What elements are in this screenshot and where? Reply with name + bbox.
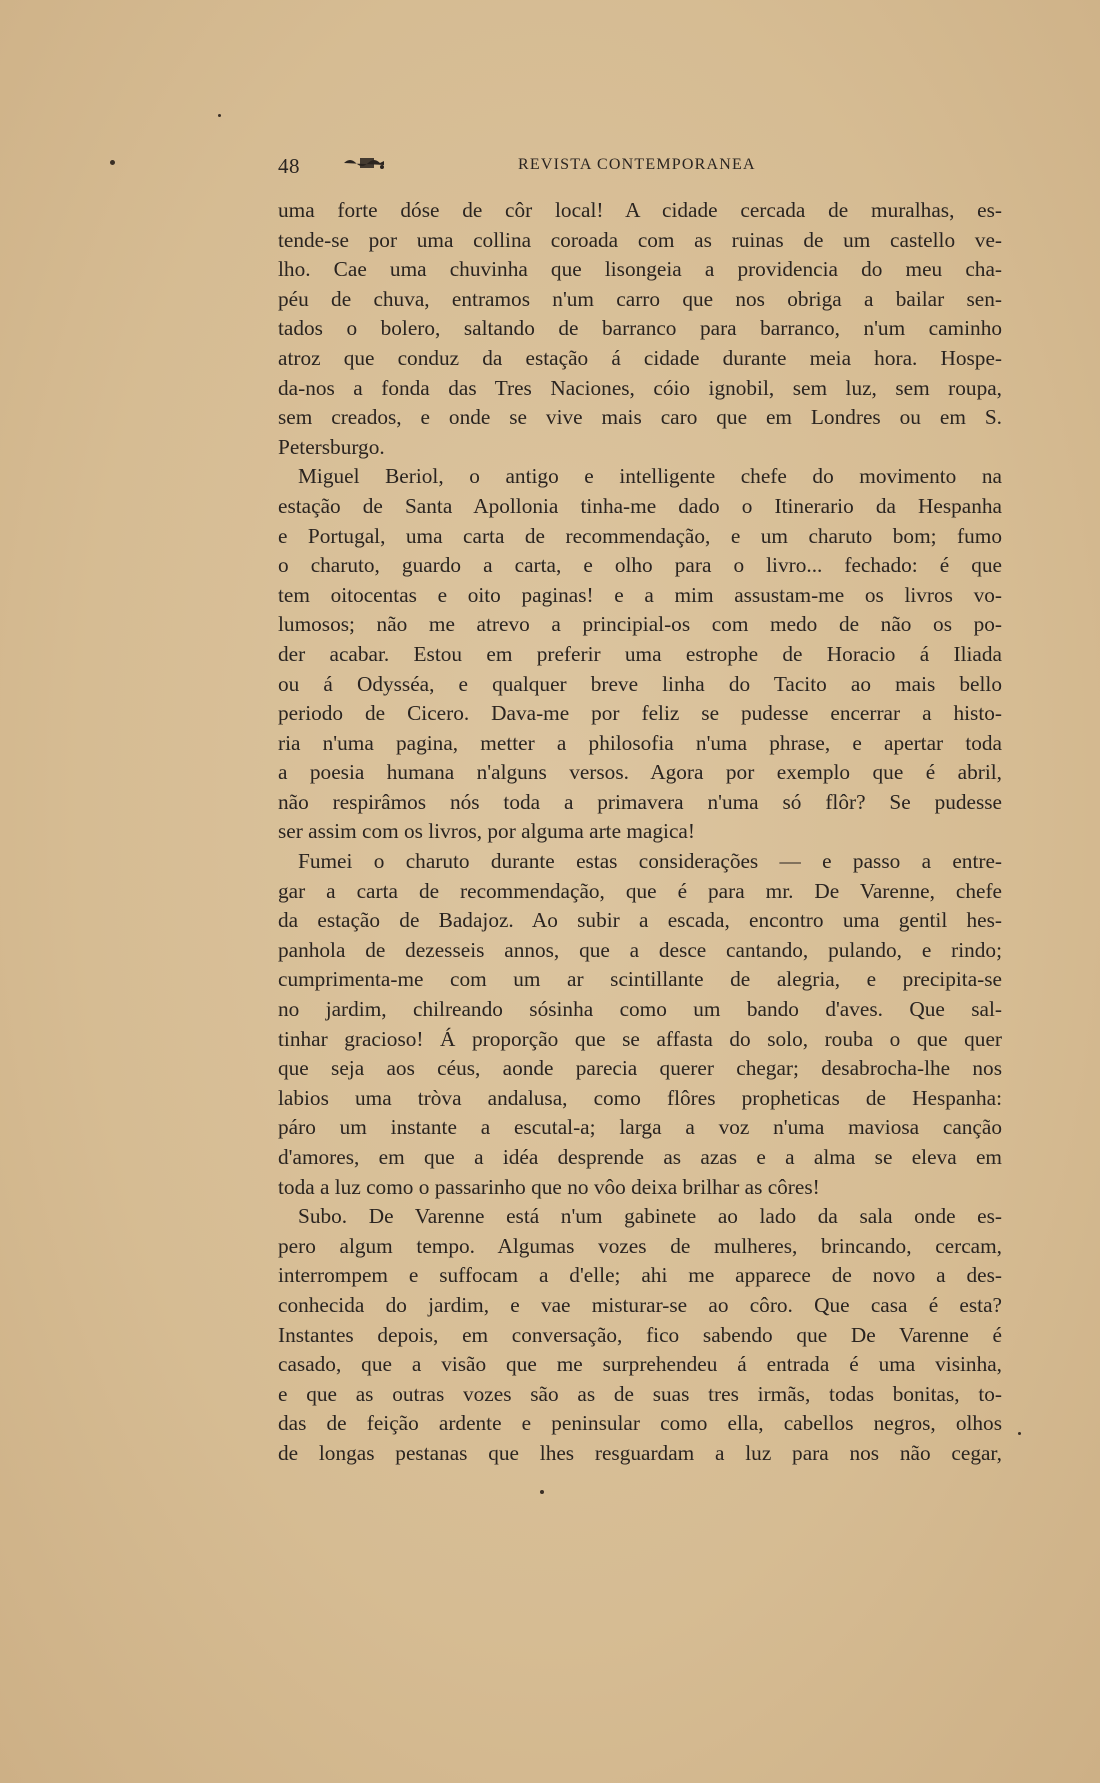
text-line: ou á Odysséa, e qualquer breve linha do Tacito ao mais bello	[278, 671, 1002, 696]
paper-speck	[1018, 1432, 1021, 1435]
text-line: estação de Santa Apollonia tinha-me dado o Itinerario da Hespanha	[278, 493, 1002, 518]
text-line: Fumei o charuto durante estas considerações — e passo a entre-	[298, 849, 1002, 874]
text-line: da estação de Badajoz. Ao subir a escada, encontro uma gentil hes-	[278, 908, 1002, 933]
text-line: tende-se por uma collina coroada com as ruinas de um castello ve-	[278, 227, 1002, 252]
text-line: Instantes depois, em conversação, fico sabendo que De Varenne é	[278, 1322, 1002, 1347]
text-line: a poesia humana n'alguns versos. Agora por exemplo que é abril,	[278, 760, 1002, 785]
body-text	[278, 196, 1002, 1469]
text-line: periodo de Cicero. Dava-me por feliz se pudesse encerrar a histo-	[278, 701, 1002, 726]
paper-speck	[110, 160, 115, 165]
text-line: der acabar. Estou em preferir uma estrophe de Horacio á Iliada	[278, 641, 1002, 666]
running-title: REVISTA CONTEMPORANEA	[518, 156, 756, 173]
text-line: tados o bolero, saltando de barranco para barranco, n'um caminho	[278, 316, 1002, 341]
text-line: o charuto, guardo a carta, e olho para o livro... fechado: é que	[278, 553, 1002, 578]
text-line: que seja aos céus, aonde parecia querer chegar; desabrocha-lhe nos	[278, 1056, 1002, 1081]
text-line: panhola de dezesseis annos, que a desce cantando, pulando, e rindo;	[278, 937, 1002, 962]
text-line: e que as outras vozes são as de suas tres irmãs, todas bonitas, to-	[278, 1381, 1002, 1406]
text-line: labios uma tròva andalusa, como flôres propheticas de Hespanha:	[278, 1085, 1002, 1110]
text-line: tem oitocentas e oito paginas! e a mim assustam-me os livros vo-	[278, 582, 1002, 607]
ornament-icon	[342, 155, 386, 171]
text-line: pero algum tempo. Algumas vozes de mulheres, brincando, cercam,	[278, 1233, 1002, 1258]
text-line: gar a carta de recommendação, que é para mr. De Varenne, chefe	[278, 878, 1002, 903]
text-line: Miguel Beriol, o antigo e intelligente chefe do movimento na	[298, 464, 1002, 489]
text-line: das de feição ardente e peninsular como ella, cabellos negros, olhos	[278, 1411, 1002, 1436]
text-line: páro um instante a escutal-a; larga a voz n'uma maviosa canção	[278, 1115, 1002, 1140]
text-line: conhecida do jardim, e vae misturar-se ao côro. Que casa é esta?	[278, 1292, 1002, 1317]
text-line: ser assim com os livros, por alguma arte magica!	[278, 819, 695, 844]
text-line: péu de chuva, entramos n'um carro que nos obriga a bailar sen-	[278, 286, 1002, 311]
text-line: toda a luz como o passarinho que no vôo deixa brilhar as côres!	[278, 1174, 820, 1199]
text-line: sem creados, e onde se vive mais caro que em Londres ou em S.	[278, 405, 1002, 430]
text-line: Petersburgo.	[278, 434, 385, 459]
text-line: lho. Cae uma chuvinha que lisongeia a providencia do meu cha-	[278, 257, 1002, 282]
paper-speck	[540, 1490, 544, 1494]
text-line: interrompem e suffocam a d'elle; ahi me apparece de novo a des-	[278, 1263, 1002, 1288]
text-line: casado, que a visão que me surprehendeu á entrada é uma visinha,	[278, 1352, 1002, 1377]
page-number: 48	[278, 154, 300, 178]
text-line: d'amores, em que a idéa desprende as azas e a alma se eleva em	[278, 1145, 1002, 1169]
text-line: uma forte dóse de côr local! A cidade cercada de muralhas, es-	[278, 198, 1002, 222]
text-line: não respirâmos nós toda a primavera n'uma só flôr? Se pudesse	[278, 789, 1002, 814]
text-line: tinhar gracioso! Á proporção que se affasta do solo, rouba o que quer	[278, 1026, 1002, 1051]
text-line: e Portugal, uma carta de recommendação, e um charuto bom; fumo	[278, 523, 1002, 548]
text-line: da-nos a fonda das Tres Naciones, cóio ignobil, sem luz, sem roupa,	[278, 375, 1002, 400]
text-line: cumprimenta-me com um ar scintillante de alegria, e precipita-se	[278, 967, 1002, 992]
text-line: atroz que conduz da estação á cidade durante meia hora. Hospe-	[278, 345, 1002, 370]
text-line: no jardim, chilreando sósinha como um bando d'aves. Que sal-	[278, 997, 1002, 1022]
page-header	[278, 150, 998, 180]
text-line: Subo. De Varenne está n'um gabinete ao lado da sala onde es-	[298, 1204, 1002, 1229]
text-line: lumosos; não me atrevo a principial-os com medo de não os po-	[278, 612, 1002, 637]
text-line: de longas pestanas que lhes resguardam a luz para nos não cegar,	[278, 1440, 1002, 1465]
paper-speck	[218, 114, 221, 117]
text-line: ria n'uma pagina, metter a philosofia n'uma phrase, e apertar toda	[278, 730, 1002, 755]
